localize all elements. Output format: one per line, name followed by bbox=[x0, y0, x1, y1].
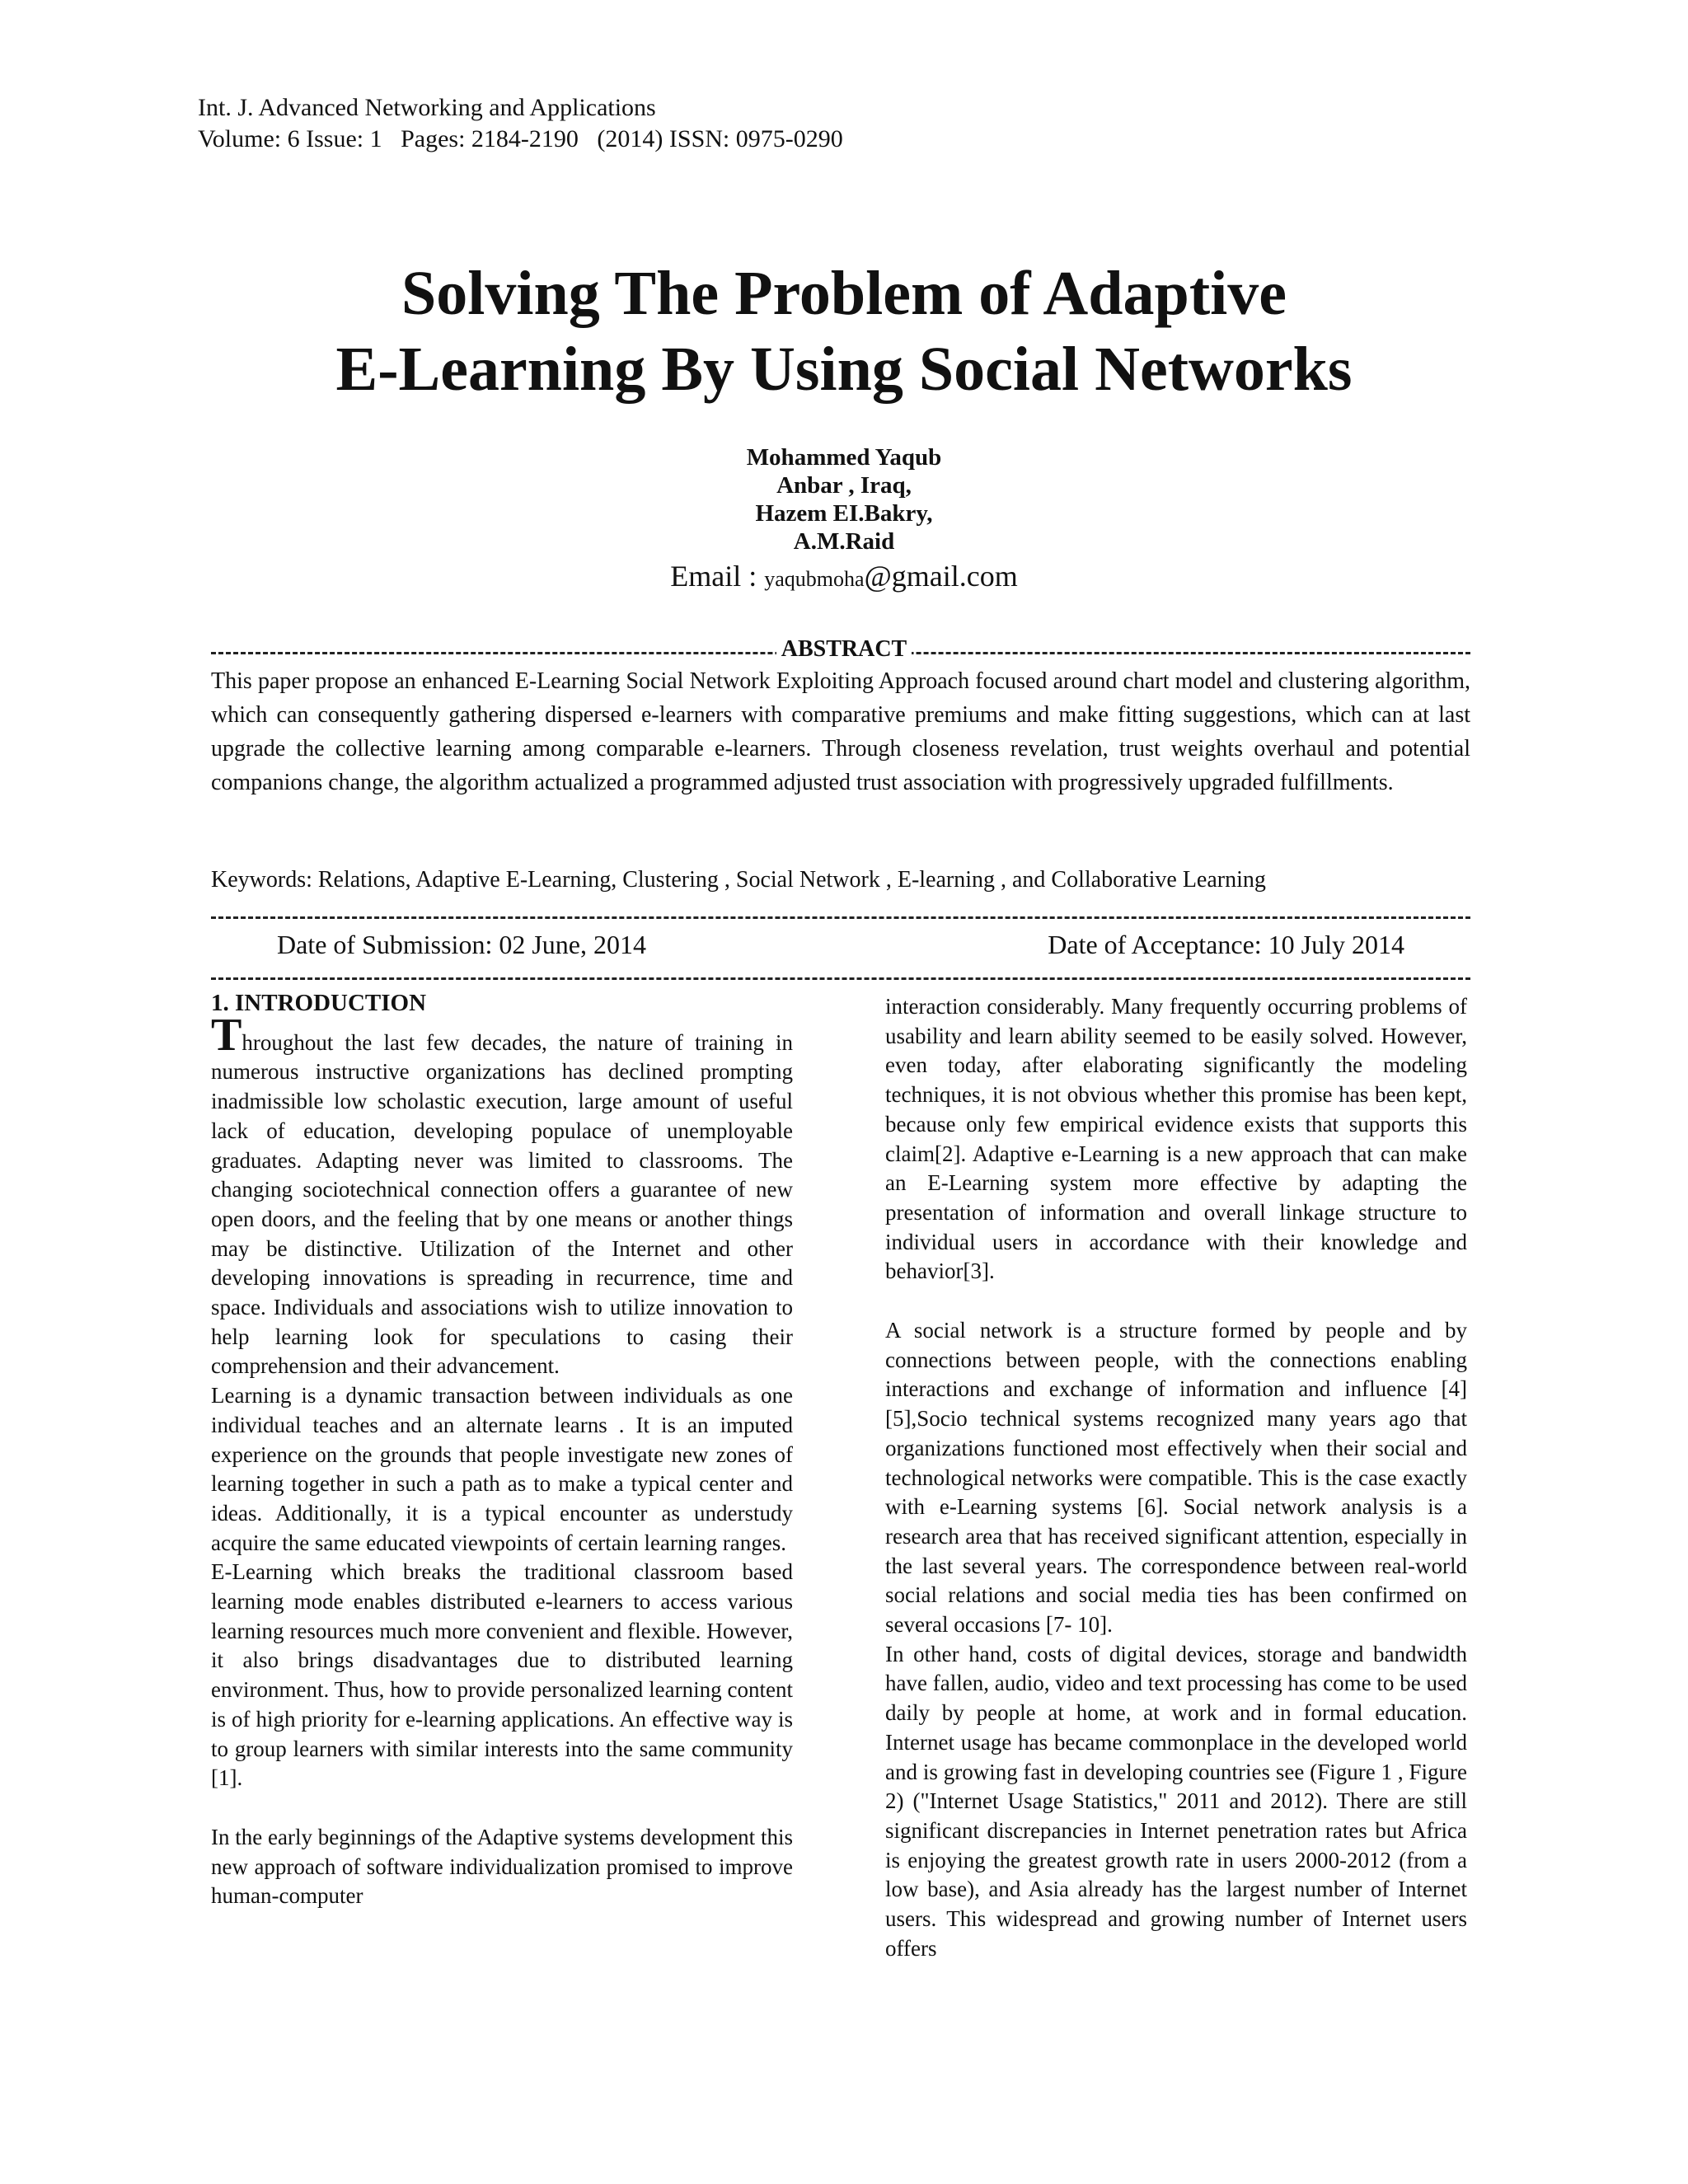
right-paragraph-2: A social network is a structure formed by people and by connections between people, with the connections enabling interactions and exchange of information and influence [4][5],Socio technical systems recognized many years ago that organizations functioned most effectively when their social and technological networks were compatible. This is the case exactly with e-Learning systems [6]. Social network analysis is a research area that has received significant attention, especially in the last several years. The correspondence between real-world social relations and social media ties has been confirmed on several occasions [7- 10]. bbox=[885, 1318, 1467, 1638]
email-user: yaqubmoha bbox=[764, 567, 865, 591]
section-heading: 1. INTRODUCTION bbox=[211, 990, 427, 1016]
left-column bbox=[211, 989, 793, 1911]
intro-paragraph-3: E-Learning which breaks the traditional classroom based learning mode enables distributed e-learners to access various learning resources much more convenient and flexible. However, it also brings disadvantages due to distributed learning environment. Thus, how to provide personalized learning content is of high priority for e-learning applications. An effective way is to group learners with similar interests into the same community [1]. bbox=[211, 1559, 793, 1791]
journal-header bbox=[198, 92, 843, 155]
author-name-1: Mohammed Yaqub bbox=[746, 444, 942, 471]
intro-paragraph-1-text: hroughout the last few decades, the nature of training in numerous instructive organizations has declined prompting inadmissible low scholastic execution, large amount of useful lack of education, developing populace of unemployable graduates. Adapting never was limited to classrooms. The changing sociotechnical connection offers a guarantee of new open doors, and the feeling that by one means or another things may be distinctive. Utilization of the Internet and other developing innovations is spreading in recurrence, time and space. Individuals and associations wish to utilize innovation to help learning look for speculations to casing their comprehension and their advancement. bbox=[211, 1029, 793, 1379]
paragraph-gap bbox=[885, 1286, 1467, 1316]
intro-paragraph-2: Learning is a dynamic transaction between individuals as one individual teaches and an alternate learns . It is an imputed experience on the grounds that people investigate new zones of learning together in such a path as to make a typical center and ideas. Additionally, it is a typical encounter as understudy acquire the same educated viewpoints of certain learning ranges. bbox=[211, 1383, 793, 1555]
journal-name: Int. J. Advanced Networking and Applications bbox=[198, 94, 656, 121]
author-affiliation-1: Anbar , Iraq, bbox=[776, 472, 912, 499]
intro-paragraph-4: In the early beginnings of the Adaptive systems development this new approach of software individualization promised to improve human-computer bbox=[211, 1824, 793, 1909]
author-name-3: A.M.Raid bbox=[793, 528, 895, 555]
submission-date: Date of Submission: 02 June, 2014 bbox=[277, 930, 646, 959]
acceptance-date: Date of Acceptance: 10 July 2014 bbox=[1048, 930, 1404, 959]
email-domain: @gmail.com bbox=[864, 560, 1018, 593]
drop-cap: T bbox=[211, 1009, 242, 1061]
dates-bottom-rule bbox=[211, 977, 1470, 980]
keywords: Keywords: Relations, Adaptive E-Learning, Clustering , Social Network , E-learning , and Collaborative Learning bbox=[211, 867, 1266, 893]
right-paragraph-1: interaction considerably. Many frequently occurring problems of usability and learn ability seemed to be easily solved. However, even today, after elaborating significantly the modeling techniques, it is not obvious whether this promise has been kept, because only few empirical evidence exists that supports this claim[2]. Adaptive e-Learning is a new approach that can make an E-Learning system more effective by adapting the presentation of information and overall linkage structure to individual users in accordance with their knowledge and behavior[3]. bbox=[885, 994, 1467, 1284]
author-name-2: Hazem EI.Bakry, bbox=[755, 500, 933, 527]
paper-title bbox=[0, 255, 1688, 407]
email-label: Email : bbox=[670, 560, 765, 593]
title-line-2: E-Learning By Using Social Networks bbox=[335, 335, 1353, 404]
abstract-heading: ABSTRACT bbox=[776, 636, 912, 662]
abstract-heading-wrap bbox=[0, 636, 1688, 663]
author-block bbox=[0, 443, 1688, 555]
journal-volume-info: Volume: 6 Issue: 1 Pages: 2184-2190 (2014) ISSN: 0975-0290 bbox=[198, 125, 843, 152]
paragraph-gap bbox=[211, 1793, 793, 1823]
right-paragraph-3: In other hand, costs of digital devices, storage and bandwidth have fallen, audio, video and text processing has come to be used daily by people at home, at work and in formal education. Internet usage has became commonplace in the developed world and is growing fast in developing countries see (Figure 1 , Figure 2) ("Internet Usage Statistics," 2011 and 2012). There are still significant discrepancies in Internet penetration rates but Africa is enjoying the greatest growth rate in users 2000-2012 (from a low base), and Asia already has the largest number of Internet users. This widespread and growing number of Internet users offers bbox=[885, 1641, 1467, 1961]
dates-top-rule bbox=[211, 916, 1470, 919]
abstract-text: This paper propose an enhanced E-Learning Social Network Exploiting Approach focused around chart model and clustering algorithm, which can consequently gathering dispersed e-learners with comparative premiums and make fitting suggestions, which can at last upgrade the collective learning among comparable e-learners. Through closeness revelation, trust weights overhaul and potential companions change, the algorithm actualized a programmed adjusted trust association with progressively upgraded fulfillments. bbox=[211, 668, 1470, 795]
author-email bbox=[0, 559, 1688, 593]
title-line-1: Solving The Problem of Adaptive bbox=[401, 259, 1287, 328]
intro-paragraph-1 bbox=[211, 1009, 793, 1381]
right-column bbox=[885, 992, 1467, 1964]
